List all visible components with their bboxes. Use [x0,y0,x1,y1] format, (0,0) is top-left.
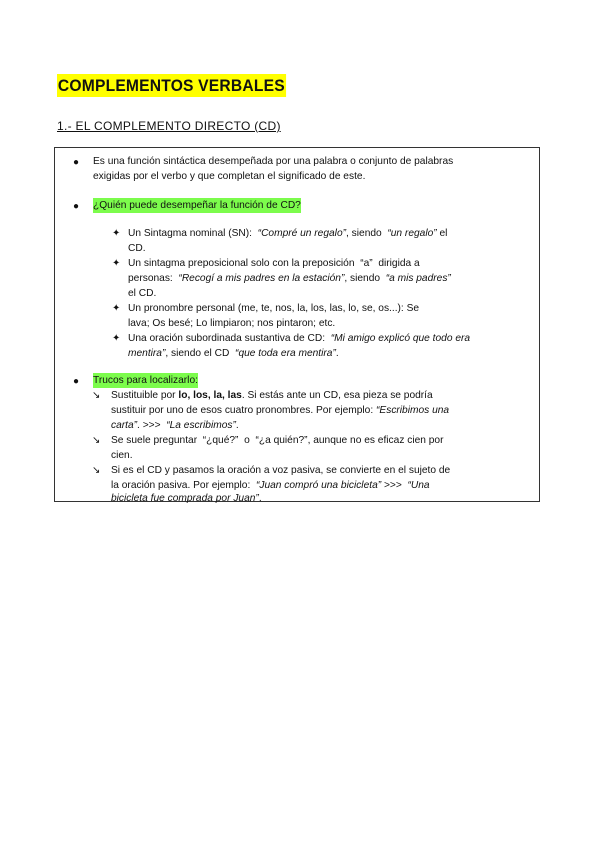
sub-item-1-line2: CD. [128,243,146,254]
trick-3-line1: Si es el CD y pasamos la oración a voz pasiva, se convierte en el sujeto de [111,465,451,476]
bullet3-label: Trucos para localizarlo: [93,375,198,386]
page-title: COMPLEMENTOS VERBALES [57,76,285,95]
sub-item-2-line2: personas: “Recogí a mis padres en la estación”, siendo “a mis padres” [128,273,451,284]
four-point-star-icon: ✦ [112,228,121,239]
four-point-star-icon: ✦ [112,258,121,269]
section-heading: 1.- EL COMPLEMENTO DIRECTO (CD) [57,119,281,133]
sub-item-2-line3: el CD. [128,288,157,299]
trick-2-line2: cien. [111,450,133,461]
sub-item-4-line1: Una oración subordinada sustantiva de CD: “Mi amigo explicó que todo era [128,333,471,344]
round-bullet-icon: ● [73,201,80,212]
bullet1-line2: exigidas por el verbo y que completan el significado de este. [93,171,366,182]
trick-2-line1: Se suele preguntar “¿qué?” o “¿a quién?”, aunque no es eficaz cien por [111,435,444,446]
four-point-star-icon: ✦ [112,303,121,314]
sub-item-1-line1: Un Sintagma nominal (SN): “Compré un regalo”, siendo “un regalo” el [128,228,448,239]
sub-item-4-line2: mentira”, siendo el CD “que toda era mentira”. [128,348,339,359]
down-right-arrow-icon: ↘ [92,465,101,476]
sub-item-3-line1: Un pronombre personal (me, te, nos, la, los, las, lo, se, os...): Se [128,303,420,314]
bullet1-line1: Es una función sintáctica desempeñada por una palabra o conjunto de palabras [93,156,454,167]
trick-1-line1: Sustituible por lo, los, la, las. Si estás ante un CD, esa pieza se podría [111,390,433,401]
sub-item-2-line1: Un sintagma preposicional solo con la preposición “a” dirigida a [128,258,420,269]
sub-item-3-line2: lava; Os besé; Lo limpiaron; nos pintaron; etc. [128,318,336,329]
four-point-star-icon: ✦ [112,333,121,344]
content-box [54,147,540,502]
trick-3-line3: bicicleta fue comprada por Juan”. [111,493,262,504]
trick-3-line2: la oración pasiva. Por ejemplo: “Juan compró una bicicleta” >>> “Una [111,480,430,491]
down-right-arrow-icon: ↘ [92,435,101,446]
bullet2-label: ¿Quién puede desempeñar la función de CD? [93,200,301,211]
round-bullet-icon: ● [73,157,80,168]
trick-1-line2: sustituir por uno de esos cuatro pronombres. Por ejemplo: “Escribimos una [111,405,450,416]
down-right-arrow-icon: ↘ [92,390,101,401]
round-bullet-icon: ● [73,376,80,387]
trick-1-line3: carta”. >>> “La escribimos”. [111,420,239,431]
